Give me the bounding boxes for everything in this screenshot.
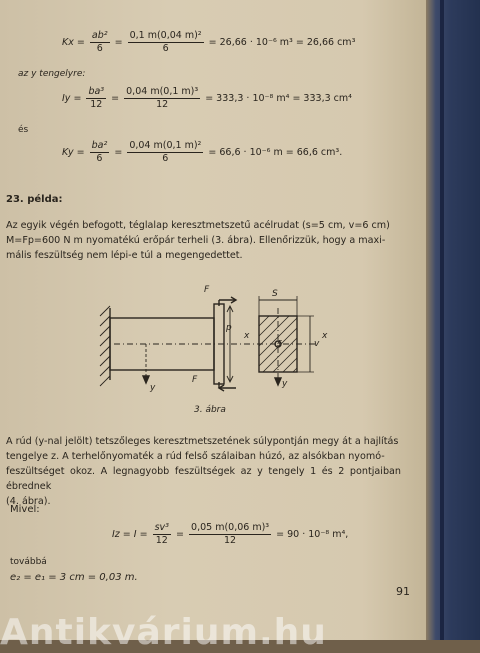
label-x-right: x	[322, 331, 328, 341]
label-centroid-s: S	[277, 339, 283, 348]
label-v: v	[314, 339, 320, 349]
label-y-right: y	[282, 379, 288, 389]
iy-lhs: Iy =	[62, 93, 82, 104]
page-number: 91	[396, 585, 410, 598]
body-line-3: feszültséget okoz. A legnagyobb feszültségek az y tengely 1 és 2 pontjaiban ébrednek	[6, 466, 401, 492]
mivel-label: Mivel:	[10, 504, 40, 515]
watermark: Antikvárium.hu	[0, 612, 327, 653]
label-x-left: x	[244, 331, 250, 341]
iz-frac2-den: 12	[224, 535, 237, 546]
iy-frac2-den: 12	[156, 99, 169, 110]
label-f-top: F	[204, 285, 210, 295]
example-line-2: M=Fp=600 N m nyomatékú erőpár terheli (3. ábra). Ellenőrizzük, hogy a maxi-	[6, 235, 386, 246]
body-line-2: tengelye z. A terhelőnyomaték a rúd felső szálaiban húzó, az alsókban nyomó-	[6, 451, 385, 462]
label-p: p	[226, 323, 232, 333]
ky-frac2-num: 0,04 m(0,1 m)²	[129, 140, 202, 151]
ky-rest: = 66,6 · 10⁻⁶ m = 66,6 cm³.	[208, 147, 343, 158]
kx-frac2-num: 0,1 m(0,04 m)²	[129, 30, 202, 41]
kx-eq: =	[114, 37, 123, 48]
kx-frac1-den: 6	[96, 43, 103, 54]
iz-frac1-num: sv³	[154, 522, 169, 533]
iy-frac2-num: 0,04 m(0,1 m)³	[126, 86, 199, 97]
iy-frac1-den: 12	[90, 99, 103, 110]
iy-rest: = 333,3 · 10⁻⁸ m⁴ = 333,3 cm⁴	[205, 93, 352, 104]
body-line-1: A rúd (y-nal jelölt) tetszőleges keresztmetszetének súlypontján megy át a hajlítás	[6, 436, 399, 447]
figure-caption: 3. ábra	[194, 405, 226, 415]
ky-lhs: Ky =	[62, 147, 85, 158]
example-heading: 23. példa:	[6, 194, 63, 205]
kx-frac2-den: 6	[162, 43, 169, 54]
ky-eq: =	[114, 147, 123, 158]
label-f-bottom: F	[192, 375, 198, 385]
iy-eq: =	[111, 93, 120, 104]
tovabba-label: továbbá	[10, 557, 47, 567]
y-axis-label: az y tengelyre:	[18, 69, 86, 79]
iz-frac1-den: 12	[155, 535, 168, 546]
kx-frac1-num: ab²	[91, 30, 108, 41]
e-values-line: e₂ = e₁ = 3 cm = 0,03 m.	[10, 572, 138, 583]
iz-frac2-num: 0,05 m(0,06 m)³	[191, 522, 270, 533]
example-line-3: mális feszültség nem lépi-e túl a megengedettet.	[6, 250, 243, 261]
ky-frac1-num: ba²	[91, 140, 108, 151]
iz-eq: =	[176, 529, 184, 540]
ky-frac1-den: 6	[96, 153, 103, 164]
kx-rest: = 26,66 · 10⁻⁶ m³ = 26,66 cm³	[208, 37, 356, 48]
binding-edge	[440, 0, 444, 640]
es-label: és	[18, 125, 29, 135]
formula-iz	[112, 522, 348, 547]
iy-frac1-num: ba³	[88, 86, 105, 97]
ky-frac2-den: 6	[162, 153, 169, 164]
example-line-1: Az egyik végén befogott, téglalap keresztmetszetű acélrudat (s=5 cm, v=6 cm)	[6, 220, 390, 231]
body-line-4: (4. ábra).	[6, 496, 51, 507]
label-y-left: y	[150, 383, 156, 393]
body-paragraph	[6, 434, 401, 509]
iz-rest: = 90 · 10⁻⁸ m⁴,	[276, 529, 349, 540]
book-cover-binding	[426, 0, 480, 640]
iz-lhs: Iz = I =	[112, 529, 148, 540]
label-s: S	[272, 289, 278, 299]
kx-lhs: Kx =	[62, 37, 85, 48]
